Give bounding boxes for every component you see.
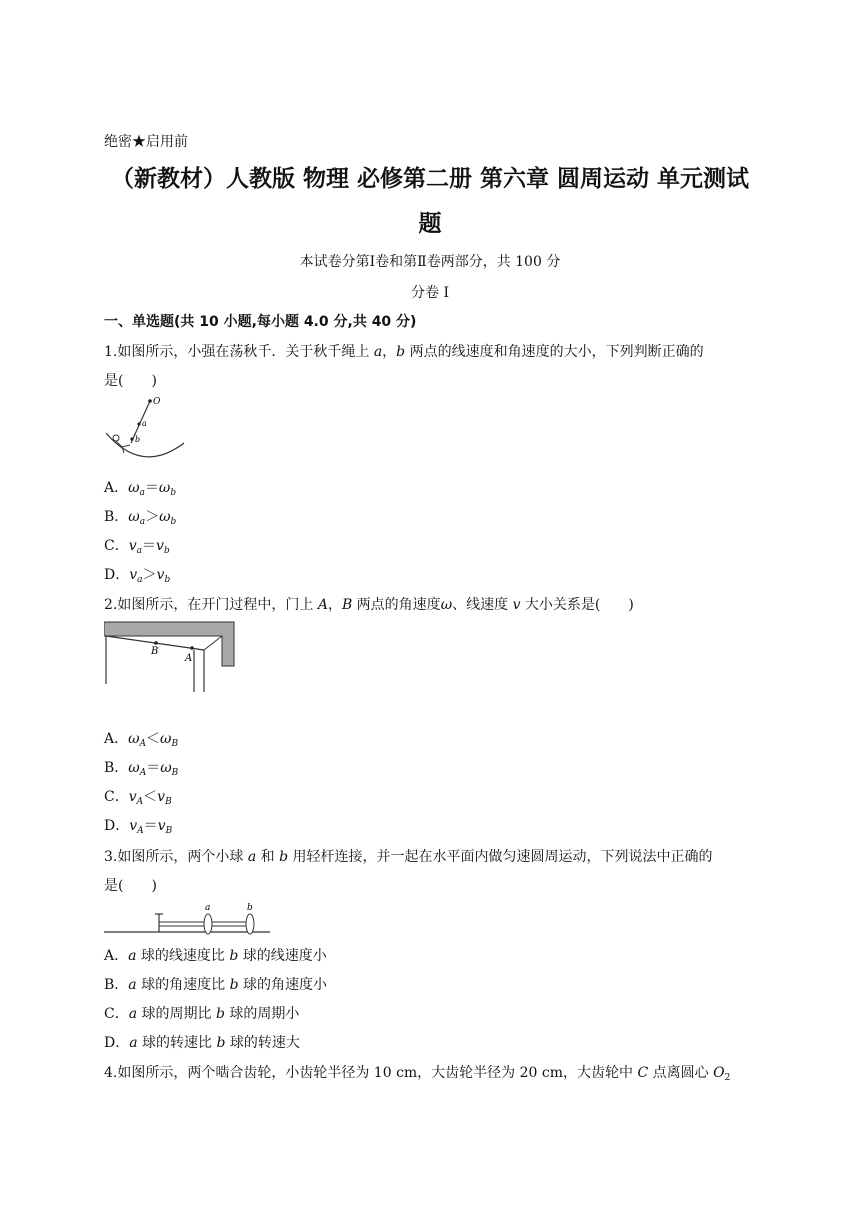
- confidential-mark: 绝密★启用前: [104, 134, 188, 150]
- fig-label-a: a: [142, 419, 147, 428]
- q1-option-d[interactable]: D．$v_a>v_b$: [104, 567, 171, 585]
- rod-balls-figure: [104, 898, 272, 936]
- q1-option-c[interactable]: C．$v_a=v_b$: [104, 538, 170, 556]
- fig-label-b: b: [135, 435, 141, 444]
- section-title: 一、单选题(共 10 小题,每小题 4.0 分,共 40 分): [104, 314, 417, 330]
- q2-option-b[interactable]: B．$\omega_A=\omega_B$: [104, 760, 179, 778]
- q2-option-c[interactable]: C．$v_A<v_B$: [104, 789, 172, 807]
- question-1-text-line2: 是( ): [104, 373, 157, 389]
- q3-option-c[interactable]: C．a 球的周期比 b 球的周期小: [104, 1006, 300, 1022]
- q2-option-a[interactable]: A．$\omega_A<\omega_B$: [104, 731, 179, 749]
- q3-option-d[interactable]: D．a 球的转速比 b 球的转速大: [104, 1035, 300, 1051]
- q3-option-b[interactable]: B．a 球的角速度比 b 球的角速度小: [104, 977, 327, 993]
- question-2-text: 2.如图所示，在开门过程中，门上 A，B 两点的角速度ω、线速度 v 大小关系是( ): [104, 597, 634, 613]
- q1-option-b[interactable]: B．$\omega_a>\omega_b$: [104, 509, 177, 527]
- part-label: 分卷 I: [411, 285, 449, 301]
- question-4-text: 4.如图所示，两个啮合齿轮，小齿轮半径为 10 cm，大齿轮半径为 20 cm，大齿轮中 C 点离圆心 $O_2$: [104, 1065, 731, 1083]
- fig-label-b: b: [247, 903, 253, 913]
- q3-option-a[interactable]: A．a 球的线速度比 b 球的线速度小: [104, 948, 327, 964]
- fig-label-a: A: [185, 653, 193, 664]
- question-3-text-line2: 是( ): [104, 878, 157, 894]
- exam-info: 本试卷分第Ⅰ卷和第Ⅱ卷两部分，共 100 分: [299, 254, 561, 270]
- q2-option-d[interactable]: D．$v_A=v_B$: [104, 818, 173, 836]
- door-figure: [104, 620, 238, 692]
- question-1-text: 1.如图所示，小强在荡秋千．关于秋千绳上 a，b 两点的线速度和角速度的大小，下列判断正确的: [104, 344, 704, 360]
- q1-option-a[interactable]: A．$\omega_a=\omega_b$: [104, 480, 177, 498]
- page-title-continued: 题: [418, 211, 442, 237]
- page-title: （新教材）人教版 物理 必修第二册 第六章 圆周运动 单元测试: [110, 166, 750, 192]
- swing-figure: [104, 395, 188, 461]
- fig-label-a: a: [205, 903, 211, 913]
- fig-label-b: B: [151, 646, 159, 657]
- fig-label-o: O: [153, 397, 161, 407]
- question-3-text: 3.如图所示，两个小球 a 和 b 用轻杆连接，并一起在水平面内做匀速圆周运动，下列说法中正确的: [104, 849, 713, 865]
